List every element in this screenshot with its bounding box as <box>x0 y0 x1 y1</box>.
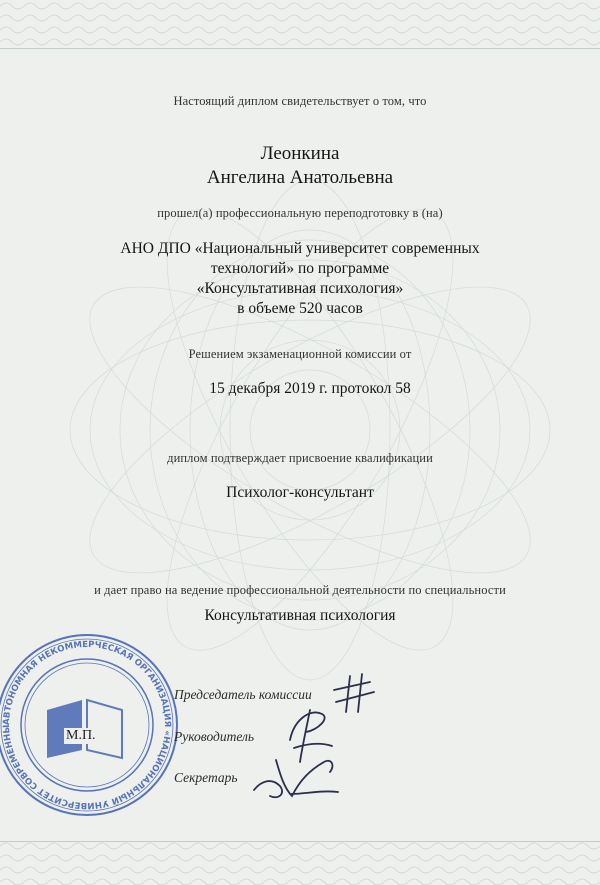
holder-name: Ангелина Анатольевна <box>206 167 394 188</box>
organization-line-1: АНО ДПО «Национальный университет современных <box>120 240 480 257</box>
program-name: «Консультативная психология» <box>196 280 404 297</box>
secretary-signature <box>250 750 340 806</box>
specialty: Консультативная психология <box>204 607 396 624</box>
stamp-ring-text: АВТОНОМНАЯ НЕКОММЕРЧЕСКАЯ ОРГАНИЗАЦИЯ «НАЦИОНАЛЬНЫЙ УНИВЕРСИТЕТ СОВРЕМЕННЫ <box>1 639 173 811</box>
organization-stamp <box>0 630 182 820</box>
date-protocol: 15 декабря 2019 г. протокол 58 <box>209 380 411 397</box>
right-text: и дает право на ведение профессиональной деятельности по специальности <box>94 583 506 597</box>
organization-line-2: технологий» по программе <box>210 260 390 277</box>
secretary-label: Секретарь <box>174 770 238 785</box>
holder-surname: Леонкина <box>260 143 340 164</box>
chairman-label: Председатель комиссии <box>174 687 312 702</box>
decision-text: Решением экзаменационной комиссии от <box>188 347 412 361</box>
qualification: Психолог-консультант <box>226 484 374 501</box>
stamp-mp-label: М.П. <box>66 728 96 743</box>
program-volume: в объеме 520 часов <box>237 300 363 317</box>
passed-text: прошел(а) профессиональную переподготовку в (на) <box>157 206 443 220</box>
bottom-border <box>0 842 600 885</box>
intro-text: Настоящий диплом свидетельствует о том, что <box>173 94 427 108</box>
top-border <box>0 0 600 48</box>
confirms-text: диплом подтверждает присвоение квалификации <box>167 451 433 465</box>
head-label: Руководитель <box>174 729 255 744</box>
